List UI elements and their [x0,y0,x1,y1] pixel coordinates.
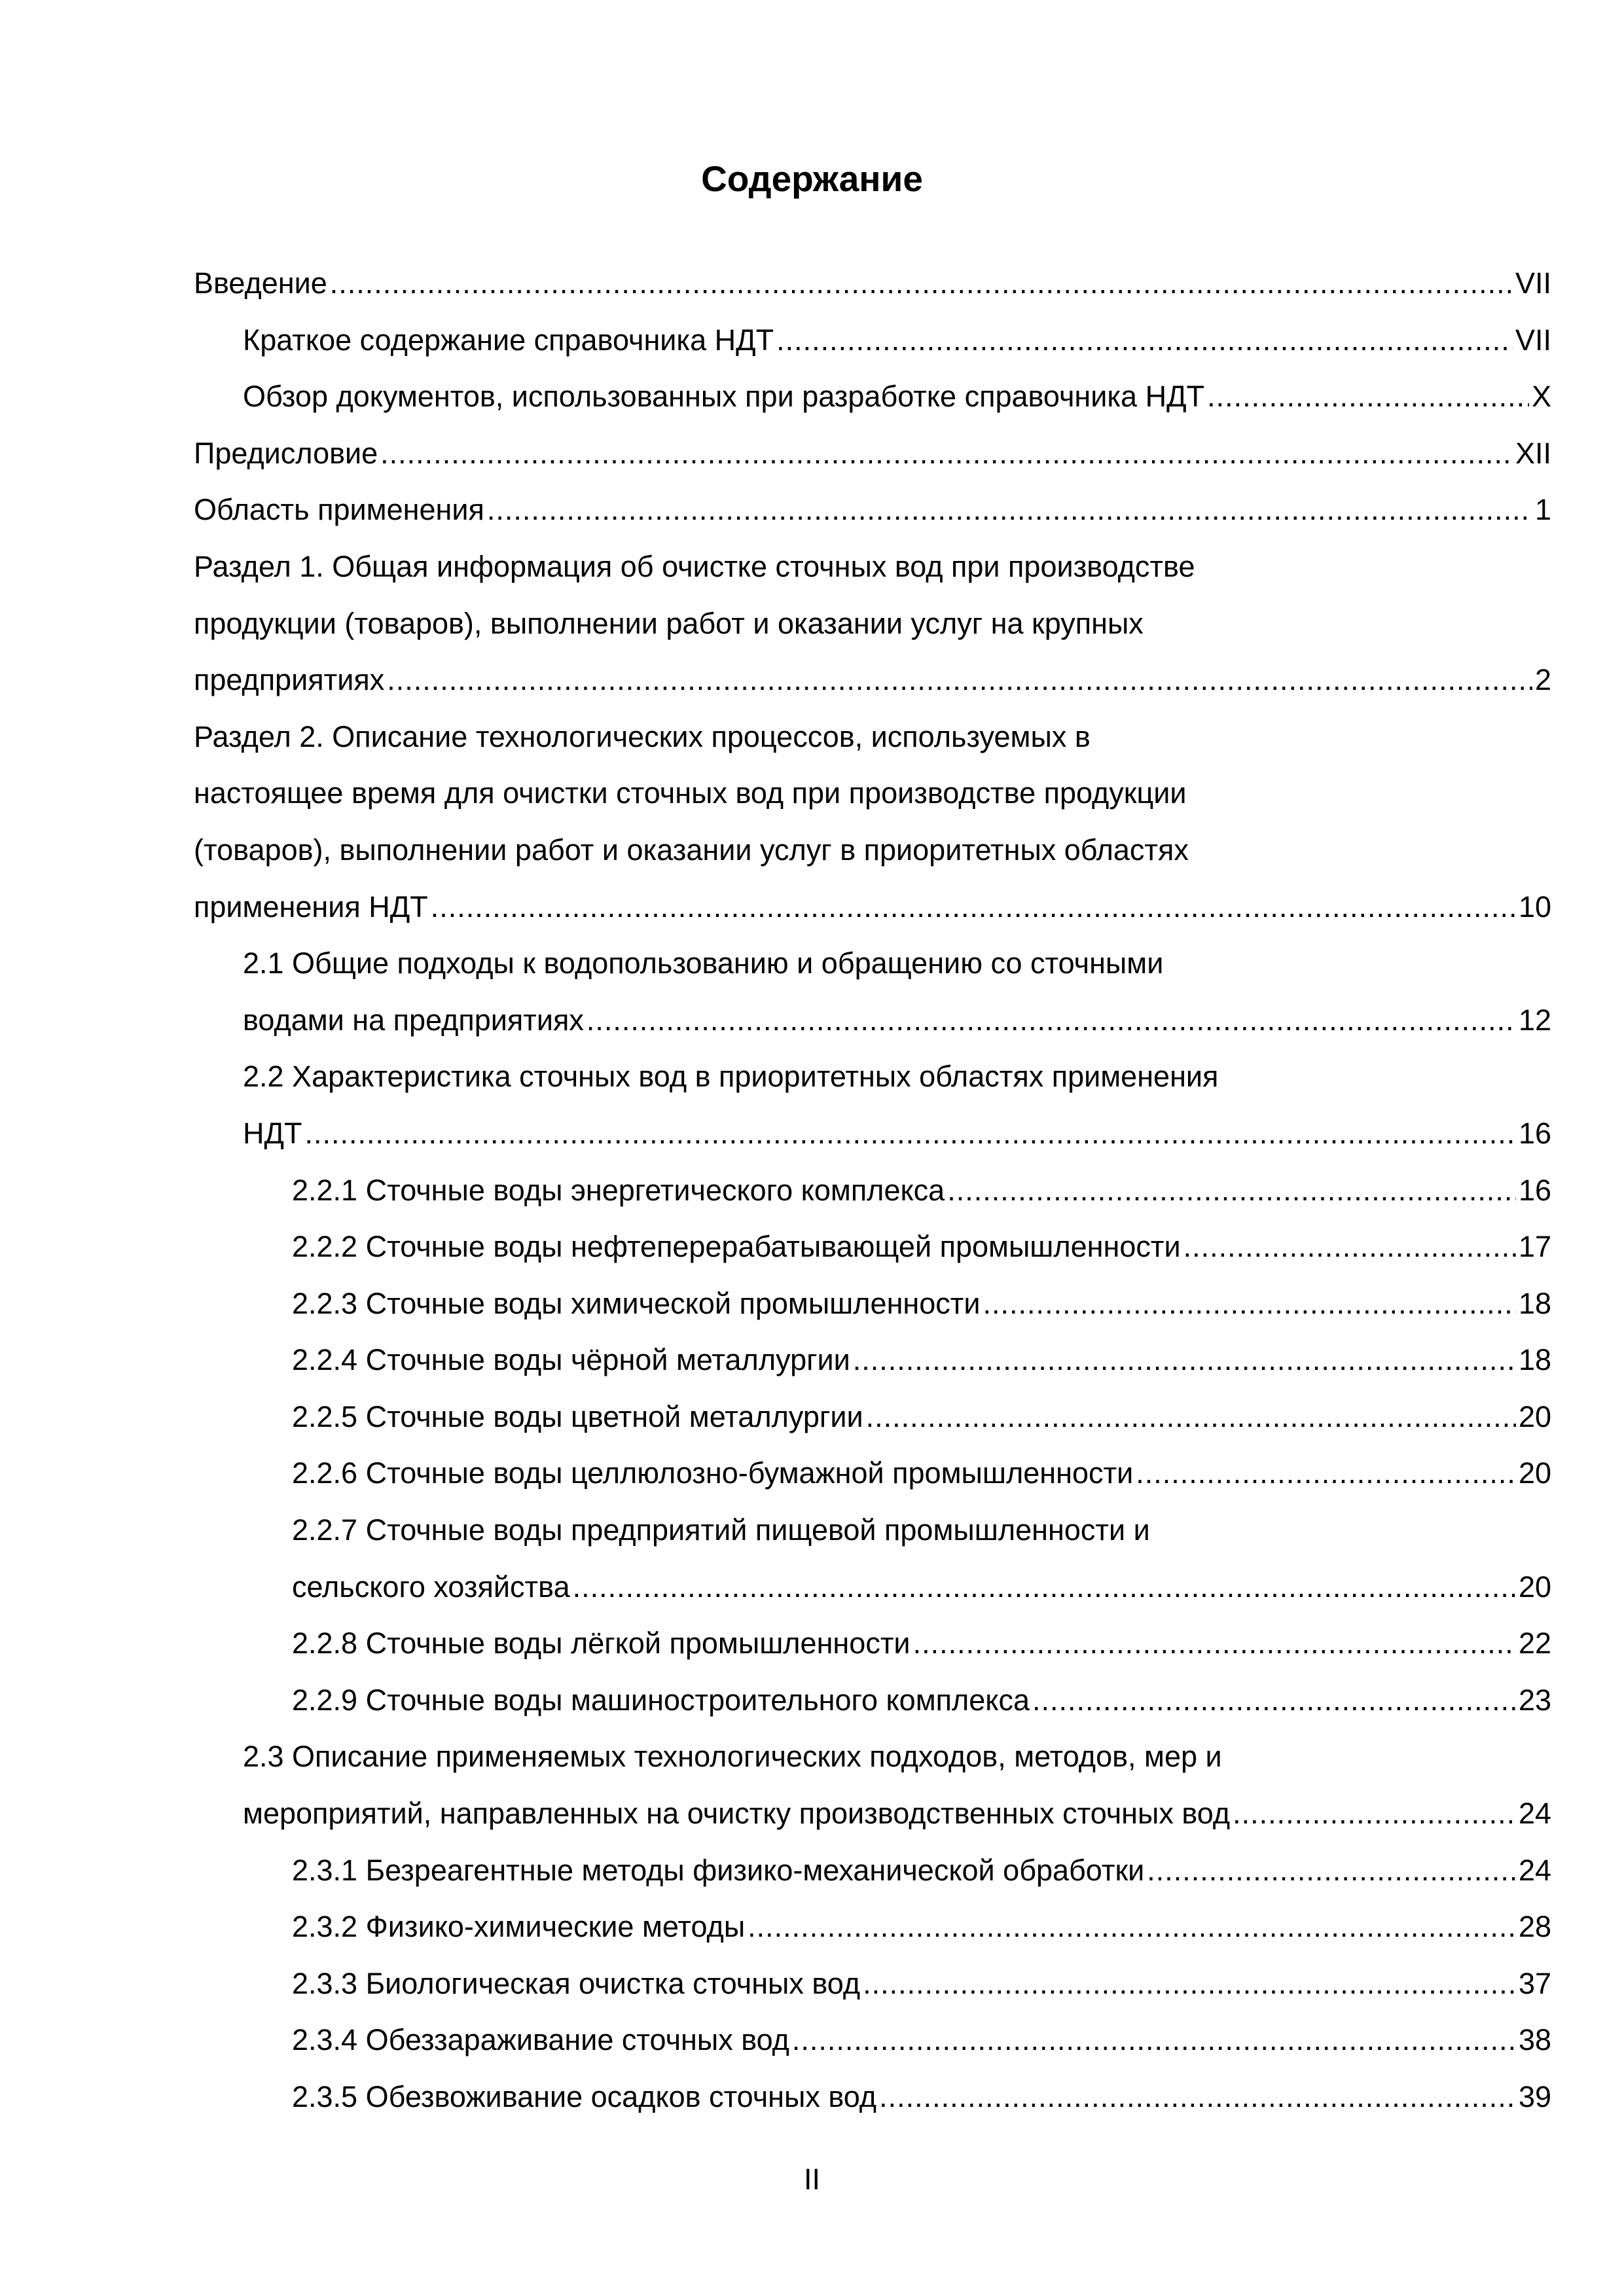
toc-entry[interactable] [194,1672,1551,1729]
toc-entry-page-number: 22 [1518,1626,1551,1660]
toc-entry-page-number: 24 [1518,1853,1551,1887]
toc-entry-last-line [292,1219,1551,1276]
toc-entry-last-line [292,1445,1551,1502]
toc-entry-title-line: 2.2.2 Сточные воды нефтеперерабатывающей промышленности [292,1230,1181,1264]
toc-entry-title-line: водами на предприятиях [243,1003,584,1037]
toc-entry-last-line [292,1559,1551,1616]
toc-entry-page-number: X [1531,380,1551,414]
toc-entry-page-number: XII [1515,436,1551,470]
table-of-contents [194,255,1551,2126]
toc-entry-title-line: 2.2.1 Сточные воды энергетического комплекса [292,1173,945,1207]
toc-entry[interactable] [194,2069,1551,2126]
dot-leader [380,425,1513,482]
toc-entry-title-line: Введение [194,266,327,300]
page-title: Содержание [701,158,923,199]
toc-entry-page-number: 38 [1518,2023,1551,2057]
toc-entry-page-number: 18 [1518,1343,1551,1377]
dot-leader [863,1956,1516,2013]
toc-entry-title-line: 2.2.7 Сточные воды предприятий пищевой промышленности и [292,1513,1150,1547]
toc-entry-title-line: 2.3.5 Обезвоживание осадков сточных вод [292,2080,877,2113]
toc-entry-title-line: Предисловие [194,436,378,470]
toc-entry[interactable] [194,935,1551,1049]
toc-entry-title-line: продукции (товаров), выполнении работ и оказании услуг на крупных [194,606,1144,640]
toc-entry-title-line: 2.3.3 Биологическая очистка сточных вод [292,1966,861,2000]
toc-entry-title-line: сельского хозяйства [292,1570,570,1604]
toc-entry-page-number: 2 [1534,663,1551,697]
toc-entry-title-line: 2.2.8 Сточные воды лёгкой промышленности [292,1626,911,1660]
toc-entry-title-line: Область применения [194,493,484,527]
toc-entry-title-line: 2.3.4 Обеззараживание сточных вод [292,2023,789,2057]
toc-entry-page-number: 23 [1518,1683,1551,1717]
toc-entry-last-line [292,1332,1551,1389]
dot-leader [487,482,1532,539]
toc-entry-title-line: 2.1 Общие подходы к водопользованию и обращению со сточными [243,946,1164,980]
toc-entry-last-line [194,425,1551,482]
dot-leader [776,312,1513,369]
toc-entry[interactable] [194,1899,1551,1956]
dot-leader [879,2069,1516,2126]
toc-entry-page-number: VII [1515,266,1551,300]
dot-leader [304,1105,1515,1162]
toc-entry-page-number: 20 [1518,1456,1551,1490]
dot-leader [573,1559,1516,1616]
dot-leader [983,1276,1516,1333]
toc-entry-page-number: VII [1515,323,1551,357]
toc-entry[interactable] [194,1615,1551,1672]
toc-entry-last-line [292,1276,1551,1333]
toc-entry[interactable] [194,1276,1551,1333]
toc-entry[interactable] [194,1049,1551,1162]
toc-entry-title-line: НДТ [243,1116,302,1150]
toc-entry[interactable] [194,1332,1551,1389]
toc-entry-last-line [292,1899,1551,1956]
toc-entry[interactable] [194,368,1551,425]
toc-entry[interactable] [194,1219,1551,1276]
dot-leader [1032,1672,1516,1729]
dot-leader [1147,1842,1516,1899]
toc-entry[interactable] [194,1842,1551,1899]
toc-entry-title-line: 2.2.5 Сточные воды цветной металлургии [292,1399,863,1433]
toc-entry-page-number: 39 [1518,2080,1551,2113]
toc-entry-last-line [194,255,1551,312]
toc-entry-title-line: (товаров), выполнении работ и оказании услуг в приоритетных областях [194,833,1189,867]
dot-leader [913,1615,1516,1672]
toc-entry-page-number: 37 [1518,1966,1551,2000]
toc-entry[interactable] [194,1502,1551,1615]
toc-entry-last-line [292,1615,1551,1672]
toc-entry[interactable] [194,1389,1551,1446]
toc-entry[interactable] [194,709,1551,935]
toc-entry[interactable] [194,1729,1551,1842]
toc-entry-last-line [292,1842,1551,1899]
toc-entry-title-line: Краткое содержание справочника НДТ [243,323,774,357]
toc-entry-last-line [194,652,1551,709]
dot-leader [792,2012,1516,2069]
toc-entry-last-line [243,1105,1551,1162]
toc-entry-page-number: 17 [1518,1230,1551,1264]
toc-entry-page-number: 16 [1518,1173,1551,1207]
toc-entry-last-line [292,1956,1551,2013]
toc-entry-last-line [292,1672,1551,1729]
toc-entry-title-line: Раздел 2. Описание технологических процессов, используемых в [194,719,1091,753]
toc-entry[interactable] [194,482,1551,539]
toc-entry-title-line: 2.2.3 Сточные воды химической промышленности [292,1286,981,1320]
dot-leader [866,1389,1516,1446]
toc-entry-title-line: 2.2.4 Сточные воды чёрной металлургии [292,1343,850,1377]
toc-entry-title-line: Раздел 1. Общая информация об очистке сточных вод при производстве [194,549,1195,583]
dot-leader [431,879,1516,936]
toc-entry[interactable] [194,312,1551,369]
toc-entry-last-line [292,2012,1551,2069]
toc-entry-page-number: 1 [1534,493,1551,527]
toc-entry[interactable] [194,1162,1551,1219]
toc-entry[interactable] [194,539,1551,709]
dot-leader [387,652,1532,709]
toc-entry-last-line [194,879,1551,936]
toc-entry-title-line: 2.2 Характеристика сточных вод в приоритетных областях применения [243,1060,1219,1094]
toc-entry-title-line: 2.2.6 Сточные воды целлюлозно-бумажной промышленности [292,1456,1134,1490]
toc-entry-title-line: мероприятий, направленных на очистку производственных сточных вод [243,1797,1231,1831]
dot-leader [1207,368,1529,425]
toc-entry-last-line [243,1785,1551,1842]
toc-entry-page-number: 18 [1518,1286,1551,1320]
toc-entry-title-line: 2.3 Описание применяемых технологических подходов, методов, мер и [243,1740,1222,1774]
toc-entry[interactable] [194,425,1551,482]
toc-entry-page-number: 20 [1518,1399,1551,1433]
toc-entry-last-line [194,482,1551,539]
dot-leader [586,992,1516,1049]
toc-entry-last-line [292,1389,1551,1446]
toc-entry-page-number: 12 [1518,1003,1551,1037]
toc-entry-title-line: настоящее время для очистки сточных вод при производстве продукции [194,776,1187,810]
toc-entry-title-line: 2.3.1 Безреагентные методы физико-механической обработки [292,1853,1145,1887]
toc-entry-last-line [243,368,1551,425]
toc-entry-title-line: Обзор документов, использованных при разработке справочника НДТ [243,380,1205,414]
toc-entry-last-line [292,2069,1551,2126]
toc-entry-title-line: предприятиях [194,663,385,697]
toc-entry-page-number: 24 [1518,1797,1551,1831]
toc-entry-last-line [243,992,1551,1049]
toc-entry-title-line: применения НДТ [194,889,428,924]
dot-leader [1183,1219,1516,1276]
toc-entry-last-line [292,1162,1551,1219]
dot-leader [947,1162,1516,1219]
toc-entry-last-line [243,312,1551,369]
toc-entry-page-number: 20 [1518,1570,1551,1604]
toc-entry[interactable] [194,255,1551,312]
toc-entry[interactable] [194,1956,1551,2013]
toc-entry-page-number: 28 [1518,1910,1551,1944]
page-number: II [803,2162,820,2196]
toc-entry-title-line: 2.3.2 Физико-химические методы [292,1910,746,1944]
toc-entry[interactable] [194,2012,1551,2069]
dot-leader [853,1332,1516,1389]
dot-leader [1233,1785,1516,1842]
dot-leader [330,255,1513,312]
dot-leader [1136,1445,1516,1502]
toc-entry-title-line: 2.2.9 Сточные воды машиностроительного комплекса [292,1683,1030,1717]
toc-entry-page-number: 16 [1518,1116,1551,1150]
dot-leader [748,1899,1516,1956]
toc-entry-page-number: 10 [1518,889,1551,924]
toc-entry[interactable] [194,1445,1551,1502]
